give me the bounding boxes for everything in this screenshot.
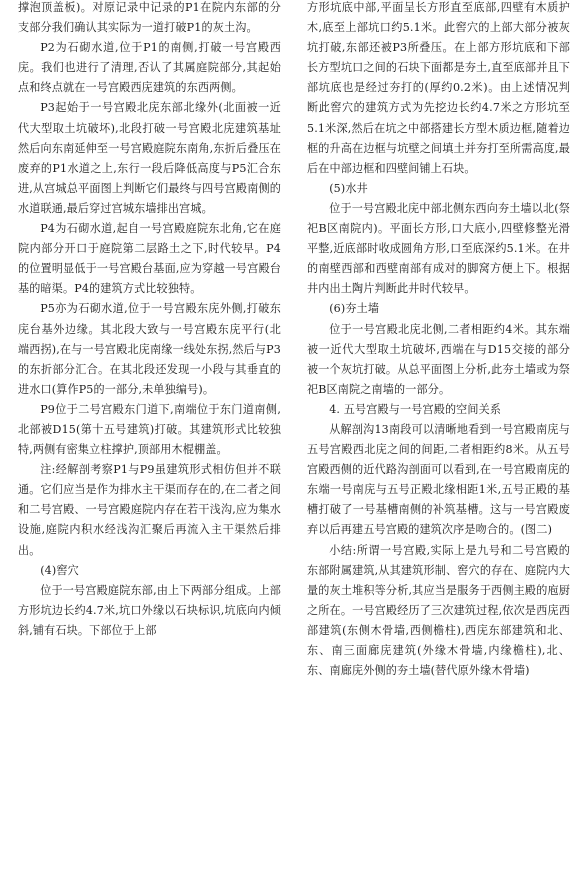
paragraph-rammed-earth-wall: 位于一号宫殿北庑北侧,二者相距约4米。其东端被一近代大型取土坑破坏,西端在与D15交接的部分被一个灰坑打破。从总平面图上分析,此夯土墙或为祭祀B区南院之南墙的一部分。 [307, 322, 570, 396]
paragraph-p3: P3起始于一号宫殿北庑东部北缘外(北面被一近代大型取土坑破坏),北段打破一号宫殿北庑建筑基址然后向东南延伸至一号宫殿庭院东南角,东折后叠压在废弃的P1水道之上,东行一段后降低高度与P5汇合东进,从宫城总平面图上判断它们最终与四号宫殿南侧的水道联通,最后穿过宫城东墙排出宫城。 [18, 101, 281, 215]
heading-rammed-earth-wall: (6)夯土墙 [329, 302, 380, 316]
left-column [18, 0, 281, 876]
paragraph-note: 注:经解剖考察P1与P9虽建筑形式相仿但并不联通。它们应当是作为排水主干渠而存在的,在二者之间和二号宫殿、一号宫殿庭院内存在若干浅沟,应为集水设施,庭院内积水经浅沟汇聚后再流入主干渠然后排出。 [18, 463, 281, 557]
paragraph-spatial-relation: 从解剖沟13南段可以清晰地看到一号宫殿南庑与五号宫殿西北庑之间的间距,二者相距约8米。从五号宫殿西侧的近代路沟剖面可以看到,在一号宫殿南庑的东端一号南庑与五号正殿北缘相距1米,五号正殿的基槽打破了一号基槽南侧的补筑基槽。这与一号宫殿废弃以后再建五号宫殿的建筑次序是吻合的。(图二) [307, 422, 570, 537]
paragraph-p4: P4为石砌水道,起自一号宫殿庭院东北角,它在庭院内部分开口于庭院第二层路土之下,时代较早。P4的位置明显低于一号宫殿台基面,应为穿越一号宫殿台基的暗渠。P4的建筑方式比较独特。 [18, 222, 281, 296]
paragraph-p1-continuation: 撑泡顶盖板)。对原记录中记录的P1在院内东部的分支部分我们确认其实际为一道打破P1的灰土沟。 [18, 1, 281, 35]
paragraph-summary: 小结:所谓一号宫殿,实际上是九号和二号宫殿的东部附属建筑,从其建筑形制、窖穴的存在、庭院内大量的灰土堆积等分析,其应当是服务于西侧主殿的庖厨之所在。一号宫殿经历了三次建筑过程,依次是西庑西部建筑(东侧木骨墙,西侧檐柱),西庑东部建筑和北、东、南三面廊庑建筑(外缘木骨墙,内缘檐柱),北、东、南廊庑外侧的夯土墙(替代原外缘木骨墙) [307, 543, 570, 678]
paragraph-storage-pit: 位于一号宫殿庭院东部,由上下两部分组成。上部方形坑边长约4.7米,坑口外缘以石块标识,坑底向内倾斜,铺有石块。下部位于上部 [18, 583, 281, 637]
paragraph-storage-pit-continuation: 方形坑底中部,平面呈长方形直至底部,四壁有木质护木,底至上部坑口约5.1米。此窖穴的上部大部分被灰坑打破,东部还被P3所叠压。在上部方形坑底和下部长方型坑口之间的石块下面都是夯土,直至底部并且下部坑底也是经过夯打的(厚约0.2米)。由上述情况判断此窖穴的建筑方式为先挖边长约4.7米之方形坑至5.1米深,然后在坑之中部搭建长方型木质边框,随着边框的升高在边框与坑壁之间填土并夯打至所需高度,最后在中部边框和四壁间铺上石块。 [307, 1, 570, 175]
paragraph-p5: P5亦为石砌水道,位于一号宫殿东庑外侧,打破东庑台基外边缘。其北段大致与一号宫殿东庑平行(北端西拐),在与一号宫殿北庑南缘一线处东拐,然后与P3的东折部分汇合。在其北段还发现一小段与其垂直的进水口(算作P5的一部分,未单独编号)。 [18, 302, 281, 396]
paragraph-p9: P9位于二号宫殿东门道下,南端位于东门道南侧,北部被D15(第十五号建筑)打破。其建筑形式比较独特,两侧有密集立柱撑护,顶部用木棍棚盖。 [18, 402, 281, 457]
heading-storage-pit: (4)窖穴 [40, 563, 79, 577]
heading-section-4: 4. 五号宫殿与一号宫殿的空间关系 [329, 402, 502, 416]
right-column [307, 0, 570, 876]
paragraph-well: 位于一号宫殿北庑中部北侧东西向夯土墙以北(祭祀B区南院内)。平面长方形,口大底小,四壁修整光滑平整,近底部时收成圆角方形,口至底深约5.1米。在井的南壁西部和西壁南部有成对的脚窝方便上下。根据井内出土陶片判断此井时代较早。 [307, 201, 570, 296]
heading-well: (5)水井 [329, 181, 368, 195]
paragraph-p2: P2为石砌水道,位于P1的南侧,打破一号宫殿西庑。我们也进行了清理,否认了其属庭院部分,其起始点和终点就在一号宫殿西庑建筑的东西两侧。 [18, 41, 281, 95]
